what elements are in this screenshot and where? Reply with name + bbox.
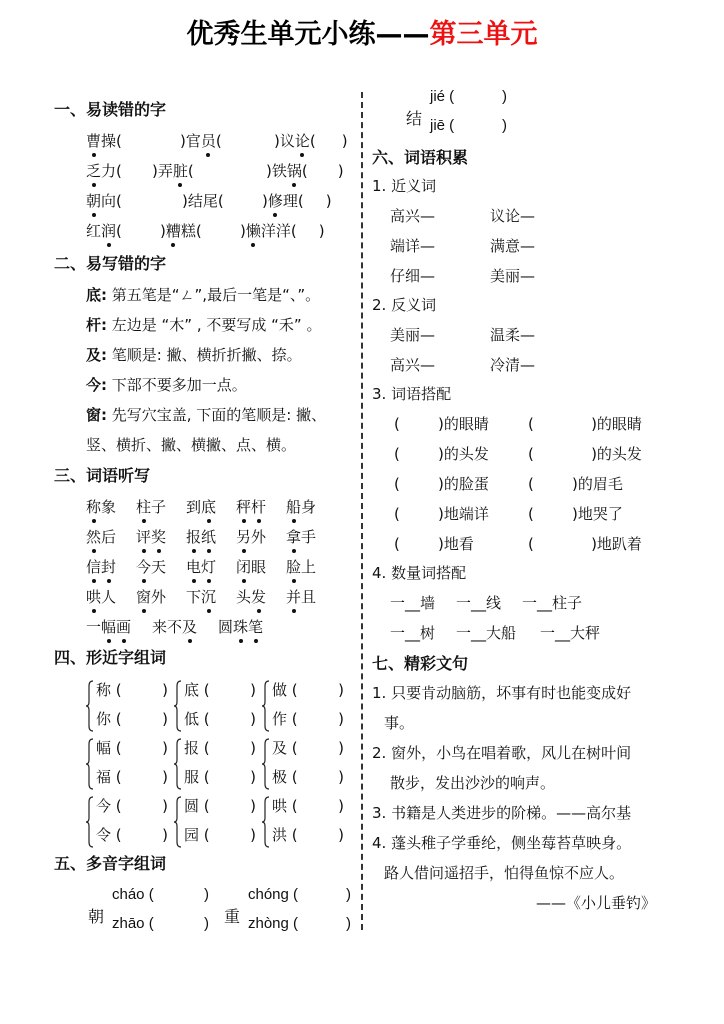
dotted-char: 朝	[86, 186, 101, 216]
section-easy-misread	[54, 96, 360, 246]
similar-char-group	[86, 734, 360, 792]
sentence-2: 2. 窗外，小鸟在唱着歌，风儿在树叶间 散步，发出沙沙的响声。	[372, 744, 632, 792]
section-heading: 四、形近字组词	[54, 648, 167, 667]
section-easy-miswrite	[54, 250, 360, 460]
miswrite-item: 今: 下部不要多加一点。	[86, 376, 247, 394]
miswrite-item: 底: 第五笔是“ㄥ”,最后一笔是“、”。	[86, 286, 321, 304]
misread-row: 乏力( )弄脏( )铁锅( )	[86, 156, 360, 186]
dictation-row: 一幅画 来不及 圆珠笔	[86, 612, 360, 642]
dotted-char: 修	[268, 186, 283, 216]
brace-icon	[262, 680, 270, 732]
dotted-char: 脏	[173, 156, 188, 186]
dotted-char: 员	[201, 126, 216, 156]
dictation-row: 然后 评奖 报纸 另外 拿手	[86, 522, 360, 552]
poem-source: ——《小儿垂钓》	[536, 894, 657, 912]
section-heading: 六、词语积累	[372, 148, 469, 167]
dotted-char: 润	[101, 216, 116, 246]
subsection-synonyms: 1. 近义词	[372, 177, 437, 195]
similar-char-group	[86, 792, 360, 850]
subsection-antonyms: 2. 反义词	[372, 296, 437, 314]
brace-icon	[262, 796, 270, 848]
dictation-row: 称象 柱子 到底 秤杆 船身	[86, 492, 360, 522]
dotted-char: 糟	[166, 216, 181, 246]
section-dictation	[54, 462, 360, 642]
right-column	[372, 86, 692, 918]
sentence-1: 1. 只要肯动脑筋，坏事有时也能变成好 事。	[372, 684, 632, 732]
dotted-char: 锅	[287, 156, 302, 186]
subsection-measure-words: 4. 数量词搭配	[372, 564, 467, 582]
miswrite-item: 竖、横折、撇、横撇、点、横。	[86, 436, 297, 454]
section-polyphone	[54, 850, 360, 946]
dotted-char: 曹	[86, 126, 101, 156]
polyphone-char: 重	[224, 907, 241, 926]
char-pair: 圆 ( ) 园 ( )	[174, 792, 262, 850]
title-unit: 第三单元	[429, 19, 538, 50]
char-pair: 及 ( ) 极 ( )	[262, 734, 350, 792]
brace-icon	[262, 738, 270, 790]
sentence-4-poem: 4. 蓬头稚子学垂纶，侧坐莓苔草映身。 路人借问遥招手，怕得鱼惊不应人。 ——《小儿垂钓》	[372, 828, 692, 918]
polyphone-char: 结	[406, 109, 423, 128]
section-heading: 七、精彩文句	[372, 654, 469, 673]
miswrite-item: 窗: 先写穴宝盖, 下面的笔顺是: 撇、	[86, 406, 327, 424]
section-similar-chars	[54, 644, 360, 850]
brace-icon	[86, 680, 94, 732]
brace-icon	[86, 738, 94, 790]
char-pair: 幅 ( ) 福 ( )	[86, 734, 174, 792]
polyphone-group: 结 jié ( ) jiē ( )	[406, 88, 507, 134]
title-main: 优秀生单元小练——	[186, 19, 430, 50]
section-heading: 二、易写错的字	[54, 254, 167, 273]
left-column	[54, 96, 360, 946]
dotted-char: 懒	[246, 216, 261, 246]
page-title	[0, 12, 724, 51]
brace-icon	[86, 796, 94, 848]
misread-row: 红润( )糟糕( )懒洋洋( )	[86, 216, 360, 246]
polyphone-group: 朝 cháo ( ) zhāo ( ) 重 chóng ( ) zhòng ( )	[88, 886, 351, 932]
dotted-char: 乏	[86, 156, 101, 186]
brace-icon	[174, 738, 182, 790]
dotted-char: 论	[295, 126, 310, 156]
char-pair: 报 ( ) 服 ( )	[174, 734, 262, 792]
miswrite-item: 杆: 左边是 “木” , 不要写成 “禾” 。	[86, 316, 322, 334]
char-pair: 称 ( ) 你 ( )	[86, 676, 174, 734]
section-fine-sentences	[372, 650, 692, 918]
char-pair: 底 ( ) 低 ( )	[174, 676, 262, 734]
char-pair: 做 ( ) 作 ( )	[262, 676, 350, 734]
misread-row: 曹操( )官员( )议论( )	[86, 126, 360, 156]
column-divider	[361, 92, 363, 930]
section-vocabulary: 六、词语积累 1. 近义词 高兴— 议论— 端详— 满意— 仔细— 美丽— 2. 反义词 美丽— 温柔— 高兴— 冷清— 3. 词语搭配 ( )的眼睛 ( )的眼睛 ( )的头发 ( )的头发 ( )的脸蛋 ( )的眉毛 ( )地端详 ( )地哭了 ( )地看 ( )地趴着 4. 数量词搭配 一__墙 一__线 一__柱子 一__树 一__大船 一__大秤	[372, 144, 692, 648]
sentence-3: 3. 书籍是人类进步的阶梯。——高尔基	[372, 804, 632, 822]
brace-icon	[174, 796, 182, 848]
miswrite-item: 及: 笔顺是: 撇、横折折撇、捺。	[86, 346, 302, 364]
dictation-row: 信封 今天 电灯 闭眼 脸上	[86, 552, 360, 582]
dictation-row: 哄人 窗外 下沉 头发 并且	[86, 582, 360, 612]
polyphone-char: 朝	[88, 907, 105, 926]
subsection-collocation: 3. 词语搭配	[372, 385, 452, 403]
char-pair: 哄 ( ) 洪 ( )	[262, 792, 350, 850]
section-heading: 三、词语听写	[54, 466, 151, 485]
char-pair: 今 ( ) 令 ( )	[86, 792, 174, 850]
misread-row: 朝向( )结尾( )修理( )	[86, 186, 360, 216]
section-heading: 一、易读错的字	[54, 100, 167, 119]
brace-icon	[174, 680, 182, 732]
section-heading: 五、多音字组词	[54, 854, 167, 873]
similar-char-group	[86, 676, 360, 734]
